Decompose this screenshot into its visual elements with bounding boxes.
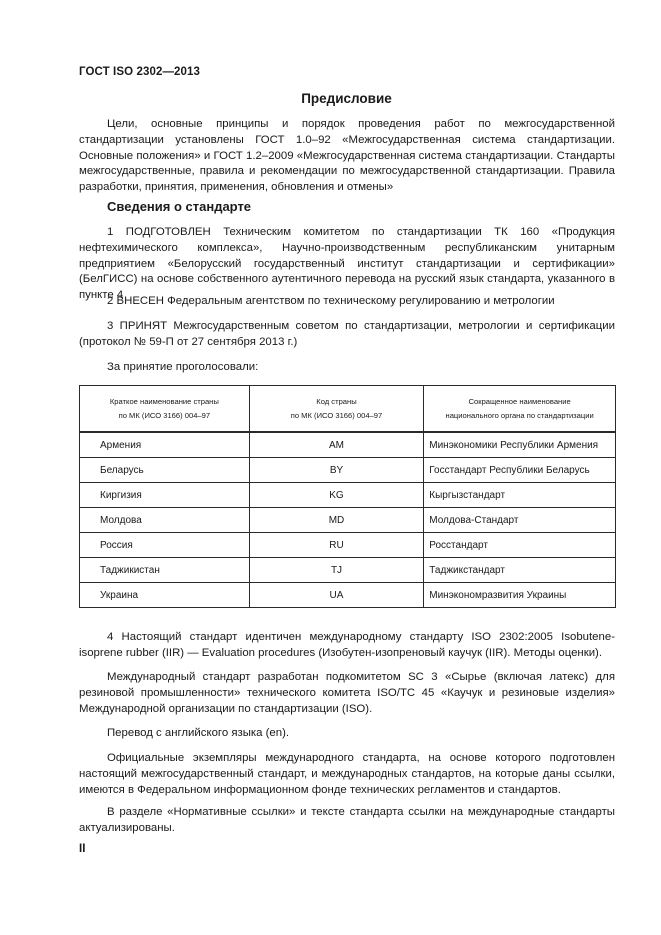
code-cell: KG [249,483,424,508]
header-line: Код страны [316,396,357,406]
code-cell: MD [249,508,424,533]
code-cell: TJ [249,558,424,583]
header-code [249,386,424,433]
header-national-body [424,386,616,433]
country-cell: Беларусь [80,458,250,483]
country-cell: Россия [80,533,250,558]
section-title: Сведения о стандарте [107,199,252,214]
body-cell: Молдова-Стандарт [424,508,616,533]
header-line: по МК (ИСО 3166) 004–97 [118,410,211,420]
header-country [80,386,250,433]
item-4-paragraph: 4 Настоящий стандарт идентичен международному стандарту ISO 2302:2005 Isobutene-isoprene rubber (IIR) — Evaluation procedures (Изобутен-изопреновый каучук (IIR). Методы оценки). [79,631,615,659]
voted-label: За принятие проголосовали: [107,361,259,373]
developed-paragraph: Международный стандарт разработан подкомитетом SC 3 «Сырье (включая латекс) для резиновой промышленности» технического комитета ISO/TC 45 «Каучук и резиновые изделия» Международной организации по стандартизации (ISO). [79,671,615,715]
header-line: Сокращенное наименование [468,396,571,406]
header-line: Краткое наименование страны [109,396,219,406]
body-cell: Минэкономики Республики Армения [424,432,616,458]
header-line: по МК (ИСО 3166) 004–97 [290,410,383,420]
code-cell: AM [249,432,424,458]
body-cell: Кыргызстандарт [424,483,616,508]
table-header-row [80,386,616,433]
page-title: Предисловие [301,91,392,106]
table-row [80,508,616,533]
voting-table [79,385,616,608]
code-cell: BY [249,458,424,483]
table-row [80,483,616,508]
official-copies-paragraph: Официальные экземпляры международного стандарта, на основе которого подготовлен настоящий межгосударственный стандарт, и международных стандартов, на которые даны ссылки, имеются в Федеральном информационном фонде технических регламентов и стандартов. [79,752,615,796]
references-paragraph: В разделе «Нормативные ссылки» и тексте стандарта ссылки на международные стандарты актуализированы. [79,806,615,834]
country-cell: Таджикистан [80,558,250,583]
table-row [80,533,616,558]
body-cell: Минэкономразвития Украины [424,583,616,608]
item-1-paragraph: 1 ПОДГОТОВЛЕН Техническим комитетом по стандартизации ТК 160 «Продукция нефтехимического комплекса», Научно-производственным республиканским унитарным предприятием «Белорусский государственный институт стандартизации и сертификации» (БелГИСС) на основе собственного аутентичного перевода на русский язык стандарта, указанного в пункте 4 [79,226,615,302]
country-cell: Киргизия [80,483,250,508]
document-id: ГОСТ ISO 2302—2013 [79,66,201,78]
country-cell: Украина [80,583,250,608]
item-2-paragraph: 2 ВНЕСЕН Федеральным агентством по техническому регулированию и метрологии [107,295,555,307]
page-number: II [79,843,86,855]
table-row [80,458,616,483]
code-cell: RU [249,533,424,558]
translation-paragraph: Перевод с английского языка (en). [107,727,290,739]
body-cell: Госстандарт Республики Беларусь [424,458,616,483]
table-row [80,432,616,458]
code-cell: UA [249,583,424,608]
table-row [80,583,616,608]
body-cell: Росстандарт [424,533,616,558]
body-cell: Таджикстандарт [424,558,616,583]
country-cell: Армения [80,432,250,458]
item-3-paragraph: 3 ПРИНЯТ Межгосударственным советом по стандартизации, метрологии и сертификации (протокол № 59-П от 27 сентября 2013 г.) [79,320,615,348]
intro-paragraph: Цели, основные принципы и порядок проведения работ по межгосударственной стандартизации установлены ГОСТ 1.0–92 «Межгосударственная система стандартизации. Основные положения» и ГОСТ 1.2–2009 «Межгосударственная система стандартизации. Стандарты межгосударственные, правила и рекомендации по межгосударственной стандартизации. Правила разработки, принятия, применения, обновления и отмены» [79,118,615,194]
country-cell: Молдова [80,508,250,533]
header-line: национального органа по стандартизации [445,410,594,420]
table-row [80,558,616,583]
